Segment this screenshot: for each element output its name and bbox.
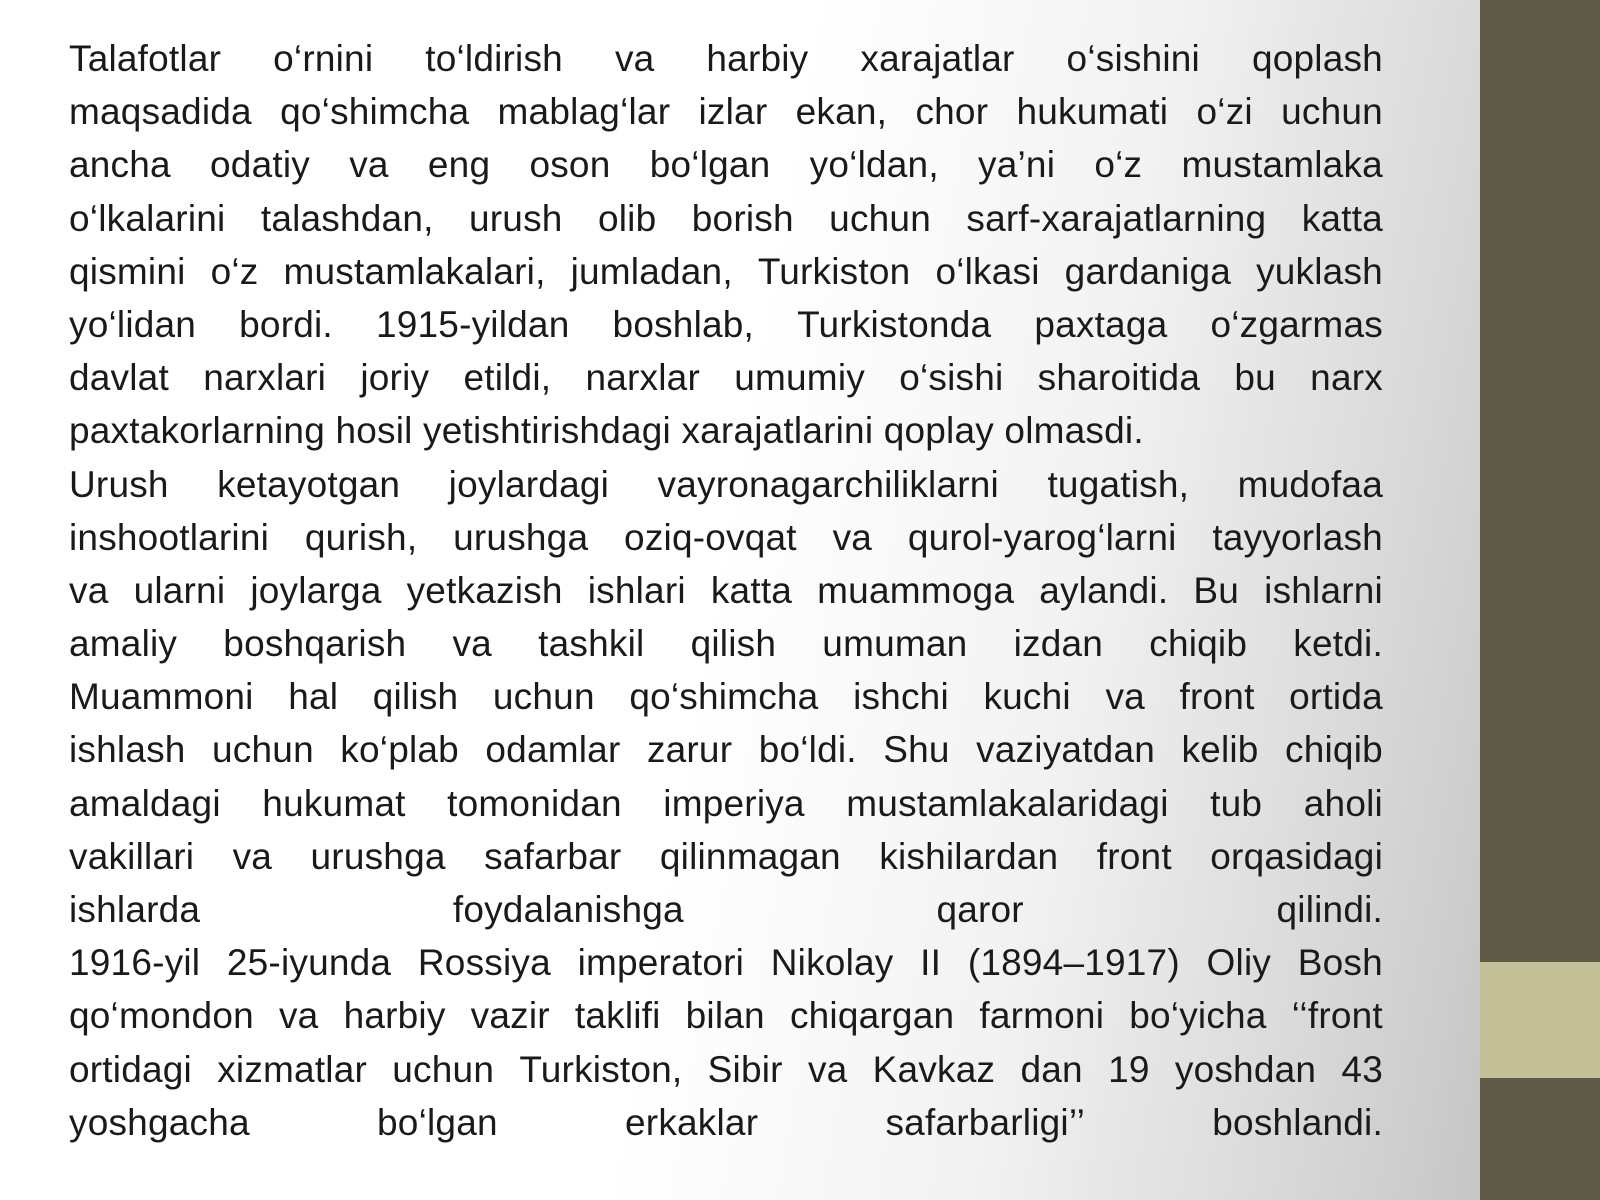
word: o‘rnini	[273, 38, 374, 79]
word: mustamlaka	[1181, 144, 1383, 186]
word: erkaklar	[625, 1101, 759, 1143]
word: 43	[1341, 1048, 1383, 1090]
word: qilinmagan	[659, 835, 841, 877]
word: qoplash	[1251, 38, 1383, 79]
word: urushga	[310, 835, 446, 877]
text-line	[69, 1043, 1383, 1096]
word: Rossiya	[417, 942, 551, 984]
word: chiqib	[1149, 623, 1248, 665]
word: bo‘ldi.	[758, 729, 857, 771]
word: Bu	[1193, 569, 1240, 611]
text-line	[69, 989, 1383, 1042]
text-line	[69, 883, 1383, 936]
word: yoshgacha	[69, 1101, 250, 1143]
word: Muammoni	[69, 676, 254, 718]
word: amaldagi	[69, 782, 221, 824]
word: sarf-xarajatlarning	[966, 197, 1267, 239]
word: yoshdan	[1174, 1048, 1317, 1090]
text-line	[69, 298, 1383, 351]
word: bo‘yicha	[1129, 995, 1267, 1037]
word: Urush	[69, 463, 169, 505]
word: Oliy	[1206, 942, 1272, 984]
word: harbiy	[706, 38, 809, 79]
text-line	[69, 511, 1383, 564]
word: imperiya	[663, 782, 805, 824]
word: taklifi	[574, 995, 661, 1037]
word: kishilardan	[879, 835, 1059, 877]
text-line	[69, 245, 1383, 298]
word: yetkazish	[406, 569, 563, 611]
word: qo‘mondon	[69, 995, 254, 1037]
word: urushga	[453, 516, 589, 558]
word: ya’ni	[978, 144, 1056, 186]
word: oziq-ovqat	[624, 516, 797, 558]
word: 25-iyunda	[226, 942, 392, 984]
word: ketdi.	[1293, 623, 1383, 665]
word: vakillari	[69, 835, 195, 877]
word: qilish	[690, 623, 777, 665]
word: ishlash	[69, 729, 186, 771]
word: katta	[710, 569, 793, 611]
word: o‘zgarmas	[1210, 303, 1383, 345]
word: va	[278, 995, 319, 1037]
word: Shu	[883, 729, 950, 771]
word: boshlandi.	[1212, 1101, 1383, 1143]
text-line	[69, 1096, 1383, 1149]
word: joylardagi	[448, 463, 610, 505]
word: uchun	[829, 197, 931, 239]
word: chor	[915, 91, 989, 133]
word: front	[1179, 676, 1255, 718]
word: jumladan,	[570, 250, 733, 292]
text-line	[69, 617, 1383, 670]
word: vayronagarchiliklarni	[657, 463, 999, 505]
word: ekan,	[795, 91, 888, 133]
word: tayyorlash	[1212, 516, 1383, 558]
word: yo‘ldan,	[809, 144, 939, 186]
word: xizmatlar	[217, 1048, 368, 1090]
word: 19	[1108, 1048, 1150, 1090]
word: foydalanishga	[452, 889, 684, 930]
word: bo‘lgan	[377, 1101, 498, 1143]
word: izdan	[1013, 623, 1104, 665]
word: etildi,	[463, 357, 552, 399]
word: gardaniga	[1064, 250, 1232, 292]
word: paxtaga	[1034, 303, 1168, 345]
word: o‘sishi	[899, 357, 1004, 399]
word: ishlari	[587, 569, 686, 611]
word: qurol-yarog‘larni	[907, 516, 1177, 558]
text-line	[69, 85, 1383, 138]
word: va	[614, 38, 655, 79]
word: tub	[1210, 782, 1263, 824]
word: ularni	[133, 569, 226, 611]
word: uchun	[392, 1048, 495, 1090]
word: va	[452, 623, 492, 665]
word: qo‘shimcha	[629, 676, 819, 718]
word: va	[832, 516, 873, 558]
word: o‘zi	[1196, 91, 1253, 133]
word: ishlarni	[1264, 569, 1383, 611]
word: o‘z	[210, 250, 259, 292]
word: boshlab,	[612, 303, 755, 345]
word: ko‘plab	[340, 729, 459, 771]
word: aylandi.	[1039, 569, 1169, 611]
text-line	[69, 936, 1383, 989]
word: va	[232, 835, 273, 877]
word: va	[69, 569, 109, 611]
word: uchun	[492, 676, 595, 718]
word: va	[349, 144, 389, 186]
word: bordi.	[239, 303, 333, 345]
word: boshqarish	[223, 623, 407, 665]
word: ortida	[1289, 676, 1383, 718]
word: ‘‘front	[1291, 995, 1383, 1037]
word: urush	[469, 197, 563, 239]
word: amaliy	[69, 623, 178, 665]
word: qaror	[936, 889, 1024, 930]
text-line	[69, 723, 1383, 776]
word: harbiy	[343, 995, 446, 1037]
word: davlat	[69, 357, 169, 399]
text-line	[69, 777, 1383, 830]
word: o‘z	[1094, 144, 1143, 186]
word: inshootlarini	[69, 516, 270, 558]
text-line	[69, 564, 1383, 617]
word: kelib	[1181, 729, 1259, 771]
word: o‘lkasi	[935, 250, 1040, 292]
word: ketayotgan	[217, 463, 401, 505]
word: vazir	[470, 995, 550, 1037]
word: odamlar	[485, 729, 621, 771]
word: odatiy	[210, 144, 310, 186]
text-line	[69, 670, 1383, 723]
word: bu	[1234, 357, 1276, 399]
word: 1916-yil	[69, 942, 201, 984]
word: uchun	[1281, 91, 1383, 133]
word: chiqargan	[789, 995, 955, 1037]
word: joriy	[360, 357, 430, 399]
word: qilindi.	[1276, 889, 1383, 930]
word: qilish	[372, 676, 459, 718]
word: mablag‘lar	[497, 91, 671, 133]
paragraph-2	[69, 458, 1383, 937]
word: yo‘lidan	[69, 303, 197, 345]
decorative-side-accent	[1480, 962, 1600, 1078]
word: xarajatlar	[860, 38, 1015, 79]
word: izlar	[698, 91, 768, 133]
word: mudofaa	[1237, 463, 1383, 505]
word: orqasidagi	[1210, 835, 1383, 877]
word: va	[1105, 676, 1145, 718]
word: qismini	[69, 250, 186, 292]
word: olib	[597, 197, 657, 239]
word: qo‘shimcha	[280, 91, 470, 133]
word: tashkil	[538, 623, 645, 665]
word: maqsadida	[69, 91, 252, 133]
word: Turkiston	[757, 250, 911, 292]
text-line	[69, 192, 1383, 245]
word: yuklash	[1256, 250, 1383, 292]
word: joylarga	[250, 569, 382, 611]
word: tugatish,	[1047, 463, 1190, 505]
word: Turkistonda	[797, 303, 992, 345]
text-line	[69, 32, 1383, 85]
text-line: paxtakorlarning hosil yetishtirishdagi xarajatlarini qoplay olmasdi.	[69, 410, 1144, 452]
text-line	[69, 351, 1383, 404]
word: bo‘lgan	[649, 144, 771, 186]
word: tomonidan	[447, 782, 622, 824]
text-line	[69, 138, 1383, 191]
word: bilan	[685, 995, 765, 1037]
word: zarur	[646, 729, 733, 771]
word: eng	[427, 144, 491, 186]
word: katta	[1301, 197, 1383, 239]
word: Turkiston,	[519, 1048, 683, 1090]
word: ancha	[69, 144, 171, 186]
word: Talafotlar	[69, 38, 222, 79]
word: hukumat	[262, 782, 406, 824]
word: qurish,	[304, 516, 418, 558]
word: aholi	[1303, 782, 1383, 824]
word: mustamlakalari,	[283, 250, 546, 292]
word: sharoitida	[1037, 357, 1201, 399]
text-line	[69, 830, 1383, 883]
word: farmoni	[979, 995, 1105, 1037]
word: safarbarligi’’	[885, 1101, 1086, 1143]
word: imperatori	[577, 942, 745, 984]
word: Sibir	[707, 1048, 783, 1090]
word: hukumati	[1016, 91, 1169, 133]
word: Kavkaz	[872, 1048, 996, 1090]
word: va	[807, 1048, 848, 1090]
word: narx	[1310, 357, 1383, 399]
word: hal	[288, 676, 339, 718]
word: Bosh	[1297, 942, 1383, 984]
word: umuman	[822, 623, 968, 665]
paragraph-1	[69, 32, 1383, 458]
word: dan	[1020, 1048, 1083, 1090]
word: borish	[691, 197, 794, 239]
word: umumiy	[734, 357, 865, 399]
word: II	[920, 942, 942, 984]
word: oson	[529, 144, 611, 186]
word: mustamlakalaridagi	[846, 782, 1169, 824]
word: front	[1096, 835, 1172, 877]
word: ishlarda	[69, 889, 201, 930]
word: 1915-yildan	[375, 303, 570, 345]
word: muammoga	[817, 569, 1015, 611]
word: (1894–1917)	[967, 942, 1180, 984]
word: vaziyatdan	[976, 729, 1156, 771]
word: chiqib	[1285, 729, 1383, 771]
word: uchun	[212, 729, 314, 771]
word: narxlari	[203, 357, 327, 399]
document-text	[69, 32, 1383, 1149]
word: talashdan,	[260, 197, 434, 239]
text-line	[69, 458, 1383, 511]
word: kuchi	[983, 676, 1071, 718]
word: o‘sishini	[1066, 38, 1200, 79]
paragraph-3	[69, 936, 1383, 1149]
word: ishchi	[853, 676, 949, 718]
word: ortidagi	[69, 1048, 192, 1090]
word: o‘lkalarini	[69, 197, 226, 239]
word: narxlar	[585, 357, 700, 399]
word: Nikolay	[770, 942, 894, 984]
word: to‘ldirish	[425, 38, 563, 79]
word: safarbar	[484, 835, 622, 877]
